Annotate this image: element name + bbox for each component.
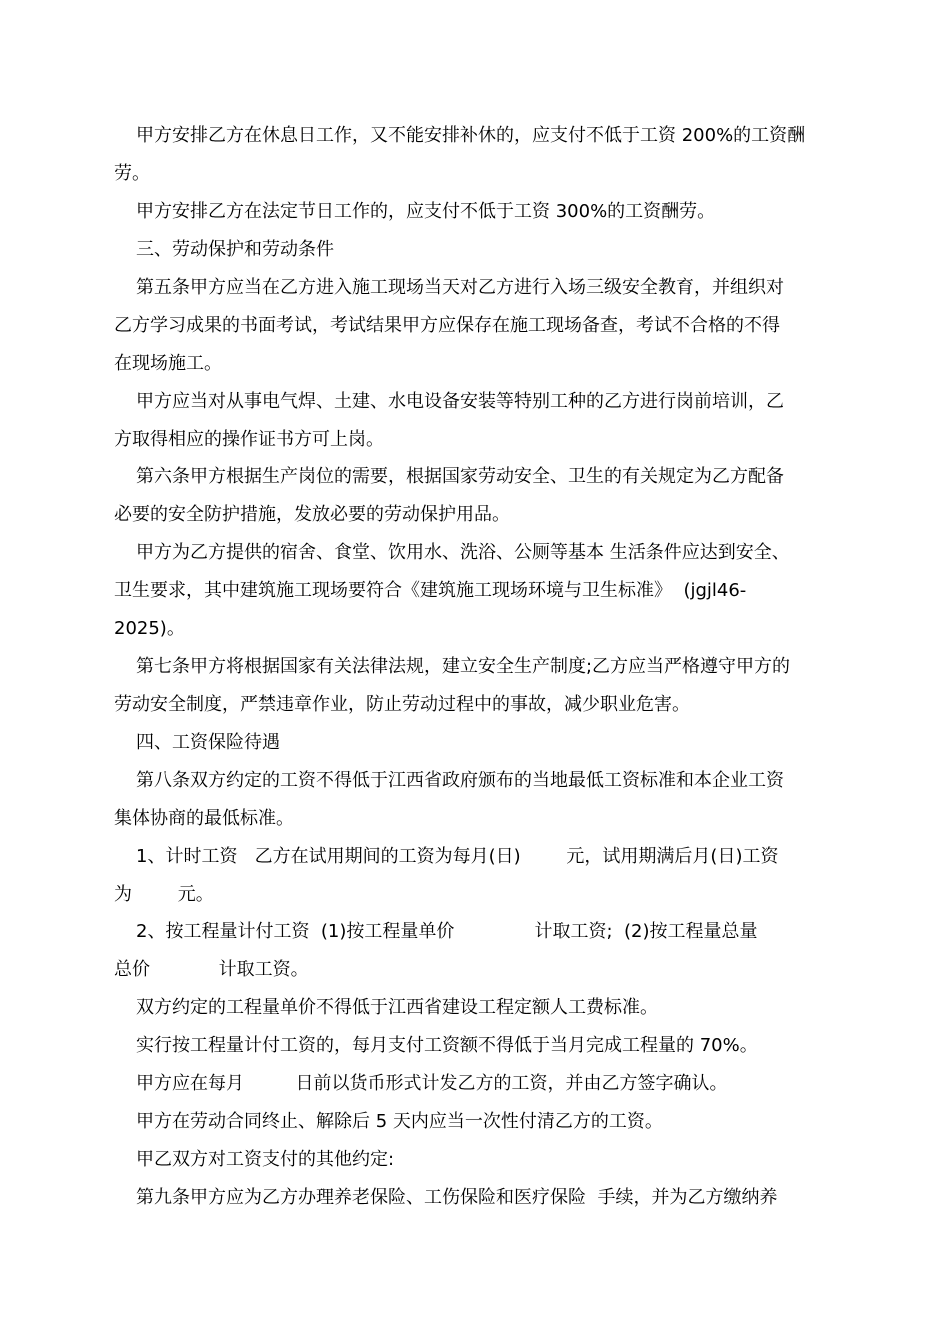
paragraph-line: 必要的安全防护措施，发放必要的劳动保护用品。 [114,504,510,525]
paragraph-line: 1、计时工资 乙方在试用期间的工资为每月(日) 元，试用期满后月(日)工资 [136,846,779,867]
section-heading: 三、劳动保护和劳动条件 [136,239,334,260]
paragraph-line: 为 元。 [114,884,214,905]
paragraph-line: 集体协商的最低标准。 [114,808,294,829]
paragraph-line: 乙方学习成果的书面考试，考试结果甲方应保存在施工现场备查，考试不合格的不得 [114,315,780,336]
paragraph-line: 甲方为乙方提供的宿舍、食堂、饮用水、洗浴、公厕等基本 生活条件应达到安全、 [136,542,790,563]
paragraph-line: 甲方安排乙方在休息日工作，又不能安排补休的，应支付不低于工资 200%的工资酬 [136,125,806,146]
paragraph-line: 甲方在劳动合同终止、解除后 5 天内应当一次性付清乙方的工资。 [136,1111,663,1132]
paragraph-line: 方取得相应的操作证书方可上岗。 [114,429,384,450]
paragraph-line: 在现场施工。 [114,353,222,374]
paragraph-line: 劳动安全制度，严禁违章作业，防止劳动过程中的事故，减少职业危害。 [114,694,690,715]
paragraph-line: 2、按工程量计付工资 (1)按工程量单价 计取工资; (2)按工程量总量 [136,921,758,942]
paragraph-line: 甲乙双方对工资支付的其他约定: [136,1149,395,1170]
paragraph-line: 总价 计取工资。 [114,959,309,980]
paragraph-line: 第八条双方约定的工资不得低于江西省政府颁布的当地最低工资标准和本企业工资 [136,770,784,791]
paragraph-line: 第六条甲方根据生产岗位的需要，根据国家劳动安全、卫生的有关规定为乙方配备 [136,466,784,487]
paragraph-line: 第七条甲方将根据国家有关法律法规，建立安全生产制度;乙方应当严格遵守甲方的 [136,656,791,677]
paragraph-line: 实行按工程量计付工资的，每月支付工资额不得低于当月完成工程量的 70%。 [136,1035,758,1056]
paragraph-line: 2025)。 [114,618,185,639]
paragraph-line: 卫生要求，其中建筑施工现场要符合《建筑施工现场环境与卫生标准》 (jgjl46- [114,580,747,601]
paragraph-line: 甲方应当对从事电气焊、土建、水电设备安装等特别工种的乙方进行岗前培训，乙 [136,391,784,412]
paragraph-line: 第五条甲方应当在乙方进入施工现场当天对乙方进行入场三级安全教育，并组织对 [136,277,784,298]
paragraph-line: 双方约定的工程量单价不得低于江西省建设工程定额人工费标准。 [136,997,658,1018]
paragraph-line: 甲方安排乙方在法定节日工作的，应支付不低于工资 300%的工资酬劳。 [136,201,716,222]
paragraph-line: 第九条甲方应为乙方办理养老保险、工伤保险和医疗保险 手续，并为乙方缴纳养 [136,1187,778,1208]
paragraph-line: 劳。 [114,163,150,184]
section-heading: 四、工资保险待遇 [136,732,280,753]
paragraph-line: 甲方应在每月 日前以货币形式计发乙方的工资，并由乙方签字确认。 [136,1073,728,1094]
